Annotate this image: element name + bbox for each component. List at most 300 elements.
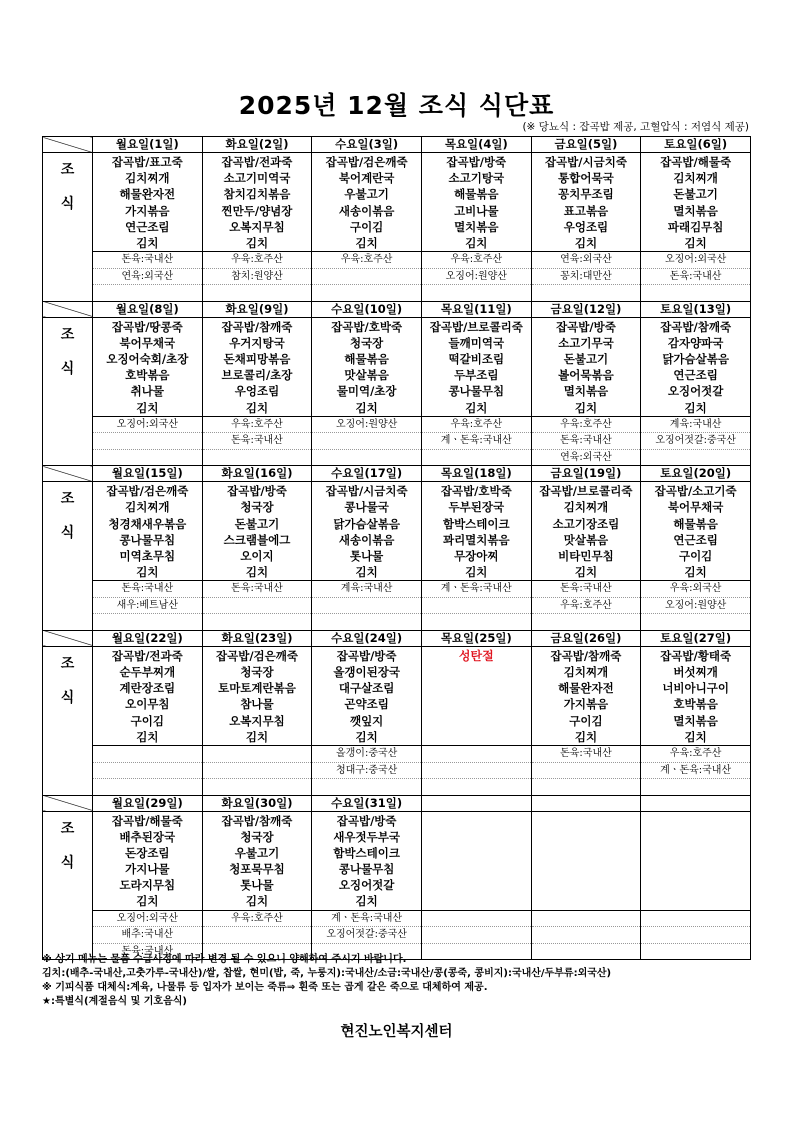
menu-item: 참치김치볶음	[223, 187, 291, 202]
origin-line	[422, 450, 531, 466]
menu-item: 멸치볶음	[673, 203, 718, 218]
menu-item: 잡곡밥/참깨죽	[660, 319, 732, 334]
menu-item: 우엉조림	[563, 219, 609, 234]
origin-line: 계육:국내산	[312, 581, 421, 598]
menu-item: 멸치볶음	[454, 219, 499, 234]
menu-item: 잡곡밥/참깨죽	[550, 648, 622, 663]
menu-item: 잡곡밥/전과죽	[111, 648, 183, 663]
day-header	[421, 795, 531, 811]
meal-label-char: 식	[60, 525, 75, 542]
meal-label	[43, 482, 93, 631]
menu-item: 콩나물국	[344, 500, 389, 515]
menu-item: 새송이볶음	[338, 532, 395, 547]
menu-item: 청경채새우볶음	[108, 516, 187, 531]
menu-item: 비타민무침	[558, 549, 614, 563]
page-title: 2025년 12월 조식 식단표	[238, 91, 555, 120]
menu-item: 오징어젓갈	[338, 878, 395, 893]
menu-item: 잡곡밥/방죽	[556, 319, 616, 334]
day-menu	[93, 646, 203, 745]
origin-line	[532, 763, 641, 780]
origin-line: 우육:외국산	[641, 581, 750, 598]
meal-label-char: 조	[60, 820, 75, 837]
origin-line: 돈육:국내산	[532, 433, 641, 450]
menu-item: 순두부찌개	[119, 665, 176, 680]
day-header: 월요일(1일)	[93, 137, 203, 153]
menu-item: 함박스테이크	[333, 845, 400, 860]
day-header: 목요일(11일)	[421, 301, 531, 317]
day-header: 목요일(18일)	[421, 466, 531, 482]
origin-line: 우육:호주산	[203, 252, 312, 269]
menu-item: 소고기장조림	[552, 516, 620, 531]
origin-line	[641, 779, 750, 795]
menu-item: 연근조림	[673, 368, 718, 383]
menu-item: 올갱이된장국	[333, 665, 400, 680]
day-header: 수요일(10일)	[312, 301, 422, 317]
menu-item: 감자양파국	[667, 335, 724, 350]
origin-line: 오징어:원양산	[312, 417, 421, 434]
origin-line	[422, 911, 531, 928]
day-header: 금요일(19일)	[531, 466, 641, 482]
day-header: 토요일(20일)	[641, 466, 751, 482]
origin-line: 계ㆍ돈육:국내산	[312, 911, 421, 928]
origin-line: 우육:호주산	[422, 252, 531, 269]
origin-line	[312, 269, 421, 286]
origin-line: 오징어젓갈:중국산	[312, 927, 421, 944]
menu-item: 북어무채국	[119, 335, 176, 350]
holiday-label: 성탄절	[421, 646, 531, 745]
origin-line	[422, 763, 531, 780]
menu-item: 잡곡밥/해물죽	[660, 155, 732, 169]
menu-item: 김치	[136, 729, 159, 744]
menu-item: 오징어젓갈	[667, 384, 724, 399]
diet-note: (※ 당뇨식 : 잡곡밥 제공, 고혈압식 : 저염식 제공)	[522, 121, 749, 133]
origin-cell	[202, 416, 312, 466]
origin-line: 돈육:국내산	[93, 581, 202, 598]
origin-line	[203, 763, 312, 780]
day-menu	[641, 646, 751, 745]
menu-item: 김치	[245, 894, 269, 909]
origin-cell	[641, 416, 751, 466]
meal-label	[43, 153, 93, 302]
menu-item: 닭가슴살볶음	[333, 516, 400, 531]
day-header: 수요일(24일)	[312, 630, 422, 646]
menu-item: 청포묵무침	[229, 862, 285, 877]
menu-item: 소고기탕국	[448, 171, 505, 186]
origin-line: 우육:호주산	[203, 911, 312, 928]
day-menu	[421, 317, 531, 416]
day-header: 토요일(27일)	[641, 630, 751, 646]
origin-line	[203, 927, 312, 944]
center-name: 현진노인복지센터	[340, 1024, 453, 1040]
origin-cell	[641, 252, 751, 302]
origin-line	[532, 927, 641, 944]
menu-item: 잡곡밥/호박죽	[331, 319, 403, 334]
origin-cell	[421, 252, 531, 302]
menu-item: 들깨미역국	[448, 335, 505, 350]
origin-line: 돈육:국내산	[641, 269, 750, 286]
menu-item: 잡곡밥/표고죽	[111, 155, 183, 169]
footnote: ※ 상기 메뉴는 물품 수급사정에 따라 변경 될 수 있으니 양해하여 주시기 바랍니다.	[42, 954, 407, 965]
origin-line: 연육:외국산	[532, 252, 641, 269]
origin-cell	[531, 416, 641, 466]
menu-item: 미역초무침	[119, 549, 176, 563]
origin-line: 돈육:국내산	[203, 433, 312, 450]
menu-item: 우엉조림	[234, 384, 280, 399]
origin-line: 오징어:원양산	[422, 269, 531, 286]
menu-item: 김치	[136, 400, 159, 415]
origin-line	[312, 285, 421, 301]
meal-label-char: 조	[60, 162, 75, 178]
menu-item: 김치	[136, 565, 159, 580]
menu-item: 물미역/초장	[336, 384, 397, 399]
menu-item: 꽁치무조림	[558, 187, 614, 202]
menu-item: 돈장조림	[125, 845, 170, 860]
origin-line	[312, 779, 421, 795]
day-header: 화요일(16일)	[202, 466, 312, 482]
menu-item: 잡곡밥/검은깨죽	[106, 484, 189, 499]
menu-item: 구이김	[678, 549, 713, 563]
origin-cell	[202, 252, 312, 302]
menu-item: 톳나물	[240, 878, 274, 893]
origin-cell	[312, 252, 422, 302]
day-menu	[202, 646, 312, 745]
menu-item: 김치	[355, 400, 378, 415]
menu-item: 잡곡밥/황태죽	[660, 648, 732, 663]
day-header: 수요일(3일)	[312, 137, 422, 153]
meal-label	[43, 646, 93, 795]
menu-item: 오복지무침	[229, 713, 285, 728]
origin-line: 꽁치:대만산	[532, 269, 641, 286]
meal-label	[43, 317, 93, 466]
menu-item: 떡갈비조림	[448, 352, 505, 366]
footnote: ★:특별식(계절음식 및 기호음식)	[42, 996, 187, 1007]
day-header: 월요일(22일)	[93, 630, 203, 646]
menu-item: 버섯찌개	[673, 665, 718, 680]
origin-cell	[531, 581, 641, 631]
menu-item: 깻잎지	[349, 713, 384, 728]
origin-line	[203, 598, 312, 615]
meal-label-char: 식	[60, 689, 75, 706]
menu-item: 김치	[684, 235, 707, 250]
menu-item: 오복지무침	[229, 219, 285, 234]
day-menu	[421, 153, 531, 252]
menu-item: 잡곡밥/검은깨죽	[216, 648, 298, 663]
menu-item: 청국장	[240, 665, 274, 680]
origin-line	[93, 285, 202, 301]
menu-item: 콩나물무침	[119, 532, 176, 547]
menu-item: 닭가슴살볶음	[662, 352, 729, 366]
day-menu	[202, 811, 312, 910]
day-header: 토요일(6일)	[641, 137, 751, 153]
origin-line: 계육:국내산	[641, 417, 750, 434]
origin-line: 돈육:국내산	[532, 581, 641, 598]
menu-item: 청국장	[349, 335, 384, 350]
origin-line: 오징어:외국산	[641, 252, 750, 269]
header-diagonal-cell	[43, 466, 93, 482]
menu-item: 맛살볶음	[563, 532, 609, 547]
menu-item: 두부된장국	[448, 500, 505, 515]
origin-line	[422, 779, 531, 795]
origin-cell	[531, 252, 641, 302]
menu-item: 볼어묵볶음	[558, 368, 614, 383]
day-menu	[312, 317, 422, 416]
menu-item: 김치찌개	[673, 171, 718, 186]
menu-item: 호박볶음	[125, 368, 170, 383]
origin-line	[422, 746, 531, 763]
origin-line: 우육:호주산	[532, 417, 641, 434]
origin-line: 배추:국내산	[93, 927, 202, 944]
day-menu	[421, 811, 531, 910]
header-diagonal-cell	[43, 630, 93, 646]
origin-cell	[312, 746, 422, 796]
menu-item: 잡곡밥/땅콩죽	[111, 319, 183, 334]
menu-item: 잡곡밥/방죽	[336, 813, 397, 828]
origin-line	[422, 614, 531, 630]
origin-cell	[641, 581, 751, 631]
origin-line	[641, 614, 750, 630]
origin-line	[641, 450, 750, 466]
menu-item: 잡곡밥/소고기죽	[654, 484, 737, 499]
menu-item: 김치	[574, 729, 598, 744]
origin-cell	[93, 416, 203, 466]
day-menu	[93, 482, 203, 581]
footnote: 김치:(배추-국내산,고춧가루-국내산)/쌀, 찹쌀, 현미(밥, 죽, 누룽지):국내산/소금:국내산/콩(콩죽, 콩비지):국내산/두부류:외국산)	[42, 968, 612, 979]
origin-line: 올갱이:중국산	[312, 746, 421, 763]
meal-label-char: 조	[60, 491, 75, 508]
menu-item: 잡곡밥/브로콜리죽	[539, 484, 633, 499]
origin-line	[532, 614, 641, 630]
menu-item: 맛살볶음	[344, 368, 389, 383]
meal-label-char: 식	[60, 360, 75, 377]
day-menu	[531, 646, 641, 745]
menu-item: 해물볶음	[344, 352, 389, 366]
day-header: 월요일(29일)	[93, 795, 203, 811]
origin-cell	[93, 746, 203, 796]
menu-item: 취나물	[130, 384, 164, 399]
origin-line: 돈육:국내산	[121, 945, 174, 957]
menu-item: 잡곡밥/검은깨죽	[325, 155, 408, 169]
menu-item: 김치	[355, 729, 378, 744]
day-menu	[312, 811, 422, 910]
menu-item: 김치	[684, 729, 707, 744]
origin-line: 참치:원양산	[203, 269, 312, 286]
menu-item: 김치	[465, 400, 488, 415]
origin-line: 우육:호주산	[203, 417, 312, 434]
menu-item: 김치	[245, 565, 269, 580]
day-header: 화요일(2일)	[202, 137, 312, 153]
menu-item: 김치	[355, 894, 378, 909]
day-header: 금요일(12일)	[531, 301, 641, 317]
menu-item: 잡곡밥/해물죽	[111, 813, 183, 828]
menu-item: 김치	[245, 400, 269, 415]
menu-item: 청국장	[240, 829, 274, 844]
day-menu	[312, 153, 422, 252]
menu-item: 가지볶음	[125, 203, 170, 218]
menu-item: 북어무채국	[667, 500, 724, 515]
menu-item: 해물완자전	[558, 681, 614, 696]
day-header: 토요일(13일)	[641, 301, 751, 317]
origin-line	[203, 614, 312, 630]
origin-line	[422, 927, 531, 944]
menu-item: 표고볶음	[563, 203, 609, 218]
menu-item: 김치	[574, 400, 598, 415]
menu-item: 잡곡밥/시금치죽	[544, 155, 627, 169]
origin-line: 계ㆍ돈육:국내산	[641, 763, 750, 780]
day-header: 화요일(9일)	[202, 301, 312, 317]
menu-item: 김치	[574, 235, 598, 250]
origin-line: 우육:호주산	[312, 252, 421, 269]
menu-item: 두부조림	[454, 368, 499, 383]
menu-item: 잡곡밥/호박죽	[440, 484, 512, 499]
origin-line	[422, 285, 531, 301]
origin-line	[641, 285, 750, 301]
footnotes	[42, 953, 782, 1009]
day-menu	[421, 482, 531, 581]
menu-item: 새송이볶음	[338, 203, 395, 218]
day-menu	[202, 482, 312, 581]
menu-item: 김치	[355, 565, 378, 580]
menu-item: 김치찌개	[125, 500, 170, 515]
day-header: 금요일(26일)	[531, 630, 641, 646]
origin-cell	[202, 581, 312, 631]
menu-item: 소고기무국	[558, 335, 614, 350]
origin-cell	[421, 416, 531, 466]
menu-item: 무장아찌	[454, 549, 499, 563]
menu-item: 김치찌개	[563, 665, 609, 680]
menu-item: 가지볶음	[563, 697, 609, 712]
origin-cell	[421, 746, 531, 796]
day-header: 수요일(17일)	[312, 466, 422, 482]
menu-item: 멸치볶음	[563, 384, 609, 399]
menu-item: 도라지무침	[119, 878, 176, 893]
day-menu	[641, 317, 751, 416]
menu-item: 찐만두/양념장	[221, 203, 293, 218]
menu-item: 해물볶음	[673, 516, 718, 531]
day-menu	[641, 153, 751, 252]
origin-line	[93, 450, 202, 466]
day-header: 목요일(25일)	[421, 630, 531, 646]
menu-item: 꽈리멸치볶음	[442, 532, 510, 547]
menu-item: 잡곡밥/방죽	[446, 155, 507, 169]
day-menu	[93, 153, 203, 252]
menu-item: 김치	[245, 235, 269, 250]
menu-item: 김치	[465, 565, 488, 580]
origin-line: 계ㆍ돈육:국내산	[422, 581, 531, 598]
day-header: 금요일(5일)	[531, 137, 641, 153]
menu-item: 연근조림	[673, 532, 718, 547]
origin-line	[532, 285, 641, 301]
menu-item: 멸치볶음	[673, 713, 718, 728]
menu-item: 스크램블에그	[223, 532, 291, 547]
menu-item: 김치	[465, 235, 488, 250]
menu-table	[42, 136, 751, 960]
day-header: 화요일(23일)	[202, 630, 312, 646]
origin-line: 우육:호주산	[532, 598, 641, 615]
origin-line	[93, 746, 202, 763]
origin-cell	[93, 252, 203, 302]
origin-cell	[641, 746, 751, 796]
meal-label-char: 조	[60, 655, 75, 672]
menu-item: 김치	[245, 729, 269, 744]
menu-item: 오징어숙회/초장	[106, 352, 189, 366]
day-header: 수요일(31일)	[312, 795, 422, 811]
origin-line	[641, 911, 750, 928]
menu-item: 톳나물	[349, 549, 384, 563]
origin-line: 오징어:원양산	[641, 598, 750, 615]
meal-label	[43, 811, 93, 960]
day-header	[531, 795, 641, 811]
menu-item: 고비나물	[454, 203, 499, 218]
day-menu	[531, 482, 641, 581]
origin-cell	[312, 416, 422, 466]
menu-item: 잡곡밥/방죽	[227, 484, 287, 499]
origin-line: 오징어:외국산	[93, 911, 202, 928]
menu-item: 우불고기	[234, 845, 280, 860]
menu-item: 통합어묵국	[558, 171, 614, 186]
menu-item: 북어계란국	[338, 171, 395, 186]
origin-line: 오징어젓갈:중국산	[641, 433, 750, 450]
menu-item: 김치찌개	[563, 500, 609, 515]
origin-line	[312, 433, 421, 450]
menu-item: 돈불고기	[234, 516, 280, 531]
footnote: ※ 기피식품 대체식:계육, 나물류 등 입자가 보이는 죽류⇒ 흰죽 또는 곱게 갈은 죽으로 대체하여 제공.	[42, 982, 488, 993]
origin-line	[641, 927, 750, 944]
origin-line: 연육:외국산	[560, 451, 612, 463]
day-header	[641, 795, 751, 811]
origin-line	[93, 433, 202, 450]
origin-line	[203, 285, 312, 301]
menu-item: 곤약조림	[344, 697, 389, 712]
day-menu	[641, 482, 751, 581]
origin-line	[312, 598, 421, 615]
day-header: 목요일(4일)	[421, 137, 531, 153]
menu-item: 해물볶음	[454, 187, 499, 202]
meal-label-char: 조	[60, 326, 75, 343]
day-menu	[202, 153, 312, 252]
header-diagonal-cell	[43, 301, 93, 317]
menu-item: 대구살조림	[338, 681, 395, 696]
origin-line	[203, 450, 312, 466]
menu-item: 함박스테이크	[442, 516, 510, 531]
menu-item: 브로콜리/초장	[221, 368, 293, 383]
menu-item: 계란장조림	[119, 681, 176, 696]
origin-line: 돈육:국내산	[203, 581, 312, 598]
menu-item: 우거지탕국	[229, 335, 285, 350]
menu-item: 새우젓두부국	[333, 829, 400, 844]
menu-item: 구이김	[130, 713, 164, 728]
menu-item: 가지나물	[125, 862, 170, 877]
menu-item: 배추된장국	[119, 829, 176, 844]
origin-line: 계ㆍ돈육:국내산	[422, 433, 531, 450]
menu-item: 해물완자전	[119, 187, 176, 202]
origin-line: 오징어:외국산	[93, 417, 202, 434]
meal-label-char: 식	[60, 854, 75, 871]
origin-line	[532, 911, 641, 928]
origin-line	[203, 779, 312, 795]
origin-cell	[93, 581, 203, 631]
origin-cell	[531, 746, 641, 796]
menu-item: 참나물	[240, 697, 274, 712]
menu-item: 청국장	[240, 500, 274, 515]
menu-item: 구이김	[569, 713, 603, 728]
origin-line: 새우:베트남산	[93, 598, 202, 615]
origin-line	[422, 598, 531, 615]
menu-item: 콩나물무침	[448, 384, 505, 399]
menu-item: 연근조림	[125, 219, 170, 234]
menu-item: 돈불고기	[563, 352, 609, 366]
menu-item: 오이지	[240, 549, 274, 563]
origin-line	[93, 763, 202, 780]
